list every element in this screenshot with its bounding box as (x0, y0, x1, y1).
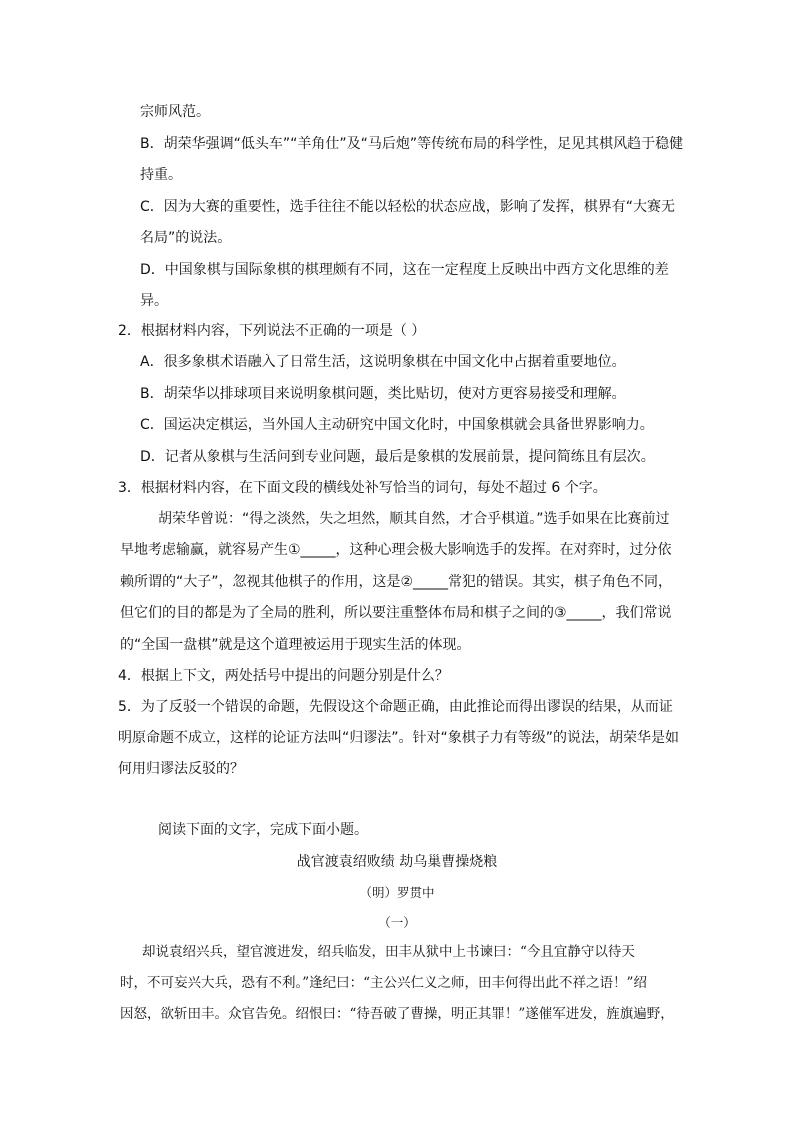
reading-text-line-2: 时，不可妄兴大兵，恐有不利。”逢纪曰：“主公兴仁义之师，田丰何得出此不祥之语！”绍 (120, 975, 647, 991)
question-5-line-1: 5．为了反驳一个错误的命题，先假设这个命题正确，由此推论而得出谬误的结果，从而证 (118, 699, 673, 715)
option-c-line-1: C．因为大赛的重要性，选手往往不能以轻松的状态应战，影响了发挥，棋界有“大赛无 (140, 199, 676, 215)
option-a-tail: 宗师风范。 (140, 104, 210, 120)
question-2-stem: 2．根据材料内容，下列说法不正确的一项是（ ） (118, 323, 426, 339)
question-2-option-d: D．记者从象棋与生活问到专业问题，最后是象棋的发展前景，提问简练且有层次。 (140, 449, 655, 465)
option-c-line-2: 名局”的说法。 (140, 230, 232, 246)
option-d-line-2: 异。 (140, 293, 168, 309)
question-2-option-a: A．很多象棋术语融入了日常生活，这说明象棋在中国文化中占据着重要地位。 (140, 354, 626, 370)
question-5-line-2: 明原命题不成立，这样的论证方法叫“归谬法”。针对“象棋子力有等级”的说法，胡荣华是如 (118, 730, 680, 746)
question-2-option-c: C．国运决定棋运，当外国人主动研究中国文化时，中国象棋就会具备世界影响力。 (140, 417, 654, 433)
question-2-option-b: B．胡荣华以排球项目来说明象棋问题，类比贴切，使对方更容易接受和理解。 (140, 386, 626, 402)
question-3-passage-line-1: 胡荣华曾说：“得之淡然，失之坦然，顺其自然，才合乎棋道。”选手如果在比赛前过 (158, 511, 670, 527)
question-3-passage-line-4: 但它们的目的都是为了全局的胜利，所以要注重整体布局和棋子之间的③_____，我们常说 (120, 605, 672, 621)
option-b-line-2: 持重。 (140, 167, 182, 183)
reading-section-number: （一） (378, 915, 416, 930)
question-4-stem: 4．根据上下文，两处括号中提出的问题分别是什么？ (118, 668, 449, 684)
question-3-passage-line-5: 的“全国一盘棋”就是这个道理被运用于现实生活的体现。 (120, 637, 471, 653)
reading-text-line-1: 却说袁绍兴兵，望官渡进发，绍兵临发，田丰从狱中上书谏曰：“今且宜静守以待天 (142, 944, 635, 960)
question-5-line-3: 何用归谬法反驳的？ (118, 761, 244, 777)
question-3-passage-line-3: 赖所谓的“大子”，忽视其他棋子的作用，这是②_____常犯的错误。其实，棋子角色不同， (120, 574, 673, 590)
reading-instruction: 阅读下面的文字，完成下面小题。 (158, 822, 368, 838)
question-3-stem: 3．根据材料内容，在下面文段的横线处补写恰当的词句，每处不超过 6 个字。 (118, 480, 607, 496)
reading-title: 战官渡袁绍败绩 劫乌巢曹操烧粮 (296, 854, 498, 870)
reading-text-line-3: 因怒，欲斩田丰。众官告免。绍恨曰：“待吾破了曹操，明正其罪！”遂催军进发，旌旗遍野， (120, 1006, 674, 1022)
option-b-line-1: B．胡荣华强调“低头车”“羊角仕”及“马后炮”等传统布局的科学性，足见其棋风趋于稳健 (140, 136, 684, 152)
question-3-passage-line-2: 早地考虑输赢，就容易产生①_____，这种心理会极大影响选手的发挥。在对弈时，过分依 (120, 542, 672, 558)
option-d-line-1: D．中国象棋与国际象棋的棋理颇有不同，这在一定程度上反映出中西方文化思维的差 (140, 262, 669, 278)
reading-author: （明）罗贯中 (359, 885, 435, 900)
